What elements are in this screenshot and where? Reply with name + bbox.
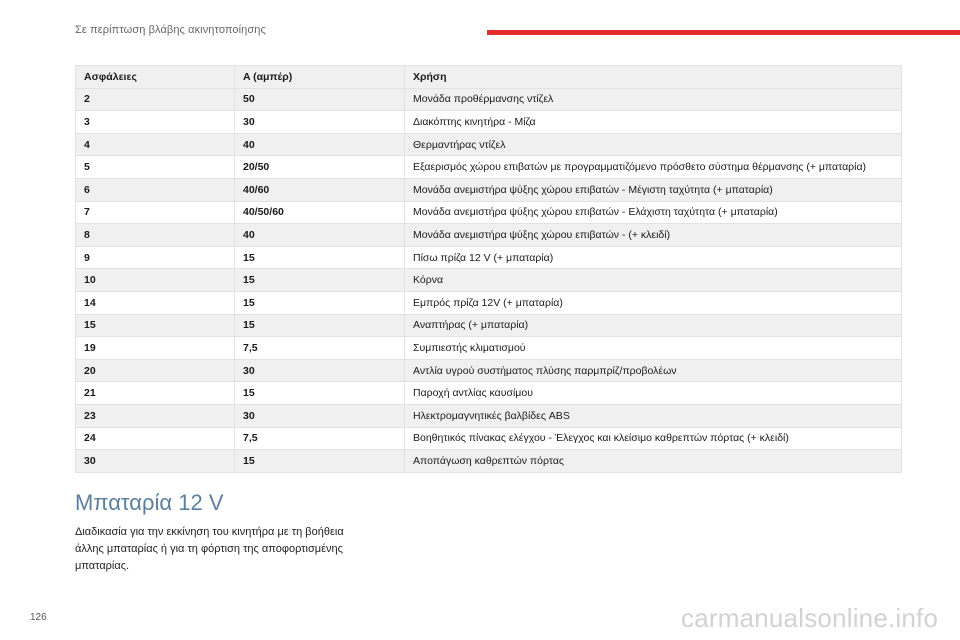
- cell-fuse-number: 21: [76, 382, 235, 405]
- cell-amperage: 30: [235, 404, 405, 427]
- cell-amperage: 30: [235, 359, 405, 382]
- cell-fuse-number: 15: [76, 314, 235, 337]
- table-row: [76, 178, 902, 201]
- cell-usage: Θερμαντήρας ντίζελ: [405, 133, 902, 156]
- cell-usage: Παροχή αντλίας καυσίμου: [405, 382, 902, 405]
- cell-usage: Ηλεκτρομαγνητικές βαλβίδες ABS: [405, 404, 902, 427]
- table-row: [76, 314, 902, 337]
- cell-amperage: 15: [235, 382, 405, 405]
- cell-fuse-number: 19: [76, 337, 235, 360]
- page-number: 126: [30, 612, 47, 623]
- table-row: [76, 291, 902, 314]
- table-row: [76, 224, 902, 247]
- cell-fuse-number: 30: [76, 450, 235, 473]
- table-row: [76, 111, 902, 134]
- cell-usage: Εμπρός πρίζα 12V (+ μπαταρία): [405, 291, 902, 314]
- cell-amperage: 7,5: [235, 337, 405, 360]
- cell-amperage: 40/50/60: [235, 201, 405, 224]
- cell-amperage: 40: [235, 224, 405, 247]
- table-row: [76, 201, 902, 224]
- section-body-line: Διαδικασία για την εκκίνηση του κινητήρα με τη βοήθεια: [75, 526, 344, 538]
- cell-fuse-number: 5: [76, 156, 235, 179]
- cell-amperage: 50: [235, 88, 405, 111]
- cell-usage: Εξαερισμός χώρου επιβατών με προγραμματιζόμενο πρόσθετο σύστημα θέρμανσης (+ μπαταρία): [405, 156, 902, 179]
- running-header: Σε περίπτωση βλάβης ακινητοποίησης: [75, 24, 266, 36]
- cell-usage: Κόρνα: [405, 269, 902, 292]
- cell-amperage: 40: [235, 133, 405, 156]
- cell-amperage: 15: [235, 291, 405, 314]
- section-title: Μπαταρία 12 V: [75, 490, 224, 515]
- cell-usage: Μονάδα ανεμιστήρα ψύξης χώρου επιβατών - (+ κλειδί): [405, 224, 902, 247]
- cell-fuse-number: 10: [76, 269, 235, 292]
- table-row: [76, 133, 902, 156]
- header-accent-bar: [487, 30, 960, 35]
- cell-fuse-number: 6: [76, 178, 235, 201]
- cell-fuse-number: 3: [76, 111, 235, 134]
- cell-usage: Συμπιεστής κλιματισμού: [405, 337, 902, 360]
- cell-amperage: 7,5: [235, 427, 405, 450]
- cell-usage: Αναπτήρας (+ μπαταρία): [405, 314, 902, 337]
- cell-usage: Μονάδα προθέρμανσης ντίζελ: [405, 88, 902, 111]
- cell-usage: Μονάδα ανεμιστήρα ψύξης χώρου επιβατών - Ελάχιστη ταχύτητα (+ μπαταρία): [405, 201, 902, 224]
- table-row: [76, 450, 902, 473]
- table-row: [76, 337, 902, 360]
- cell-usage: Πίσω πρίζα 12 V (+ μπαταρία): [405, 246, 902, 269]
- table-row: [76, 269, 902, 292]
- cell-fuse-number: 14: [76, 291, 235, 314]
- cell-amperage: 15: [235, 450, 405, 473]
- table-row: [76, 382, 902, 405]
- table-row: [76, 88, 902, 111]
- table-row: [76, 359, 902, 382]
- cell-amperage: 40/60: [235, 178, 405, 201]
- cell-usage: Διακόπτης κινητήρα - Μίζα: [405, 111, 902, 134]
- cell-fuse-number: 9: [76, 246, 235, 269]
- section-body-line: άλλης μπαταρίας ή για τη φόρτιση της αποφορτισμένης: [75, 543, 343, 555]
- table-row: [76, 246, 902, 269]
- watermark: carmanualsonline.info: [681, 603, 939, 633]
- fuse-table: [75, 65, 902, 473]
- cell-amperage: 15: [235, 246, 405, 269]
- cell-amperage: 30: [235, 111, 405, 134]
- cell-fuse-number: 7: [76, 201, 235, 224]
- column-header-usage: Χρήση: [405, 66, 902, 89]
- section-body: [75, 524, 365, 575]
- cell-usage: Αποπάγωση καθρεπτών πόρτας: [405, 450, 902, 473]
- cell-usage: Βοηθητικός πίνακας ελέγχου - Έλεγχος και κλείσιμο καθρεπτών πόρτας (+ κλειδί): [405, 427, 902, 450]
- cell-fuse-number: 8: [76, 224, 235, 247]
- cell-amperage: 15: [235, 269, 405, 292]
- cell-fuse-number: 24: [76, 427, 235, 450]
- section-body-line: μπαταρίας.: [75, 560, 130, 572]
- column-header-fuses: Ασφάλειες: [76, 66, 235, 89]
- cell-amperage: 20/50: [235, 156, 405, 179]
- table-row: [76, 156, 902, 179]
- table-row: [76, 404, 902, 427]
- cell-usage: Μονάδα ανεμιστήρα ψύξης χώρου επιβατών - Μέγιστη ταχύτητα (+ μπαταρία): [405, 178, 902, 201]
- cell-fuse-number: 20: [76, 359, 235, 382]
- table-header-row: [76, 66, 902, 89]
- column-header-amps: A (αμπέρ): [235, 66, 405, 89]
- table-row: [76, 427, 902, 450]
- cell-fuse-number: 4: [76, 133, 235, 156]
- cell-fuse-number: 23: [76, 404, 235, 427]
- cell-amperage: 15: [235, 314, 405, 337]
- cell-usage: Αντλία υγρού συστήματος πλύσης παρμπρίζ/προβολέων: [405, 359, 902, 382]
- fuse-table-body: [76, 88, 902, 472]
- cell-fuse-number: 2: [76, 88, 235, 111]
